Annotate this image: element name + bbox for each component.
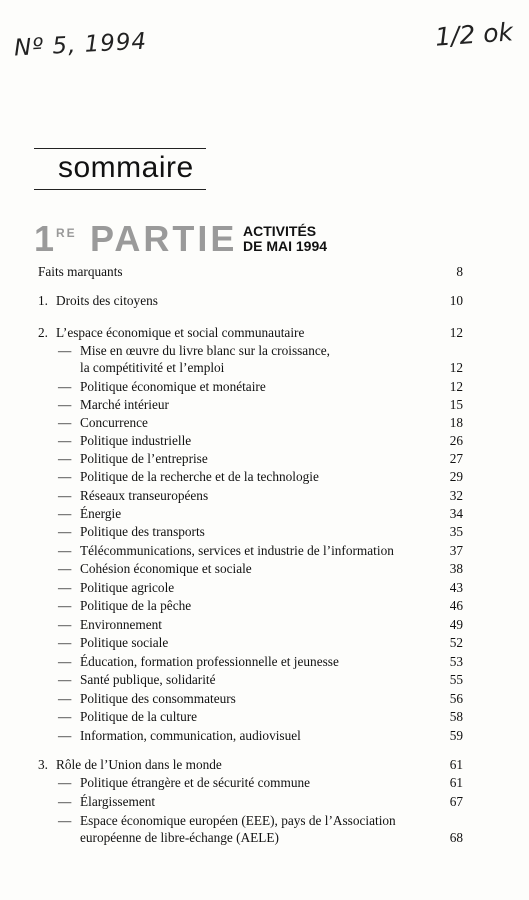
toc-page-number: 49 xyxy=(449,617,463,632)
toc-label: L’espace économique et social communautaire xyxy=(56,325,305,340)
toc-dash: — xyxy=(58,654,72,669)
toc-label: Politique des consommateurs xyxy=(80,691,236,706)
toc-page-number: 18 xyxy=(449,415,463,430)
part-number: 1 xyxy=(34,218,56,259)
toc-dash: — xyxy=(58,451,72,466)
toc-page-number: 34 xyxy=(449,506,463,521)
toc-page-number: 38 xyxy=(449,561,463,576)
toc-page-number: 52 xyxy=(449,635,463,650)
toc-label: Politique sociale xyxy=(80,635,169,650)
toc-dash: — xyxy=(58,617,72,632)
toc-page-number: 15 xyxy=(449,397,463,412)
toc-label: Politique étrangère et de sécurité commune xyxy=(80,775,311,790)
toc-dash: — xyxy=(58,794,72,809)
toc-label: Concurrence xyxy=(80,415,148,430)
toc-dash: — xyxy=(58,672,72,687)
toc-page-number: 58 xyxy=(449,709,463,724)
toc-section-number: 2. xyxy=(38,325,48,340)
toc-dash: — xyxy=(58,598,72,613)
page-title: sommaire xyxy=(58,151,194,184)
toc-label: Politique de la culture xyxy=(80,709,198,724)
toc-label: Mise en œuvre du livre blanc sur la croissance, xyxy=(80,343,330,358)
toc-label: Éducation, formation professionnelle et jeunesse xyxy=(80,654,339,669)
toc-section-number: 1. xyxy=(38,293,48,308)
toc-label: Environnement xyxy=(80,617,162,632)
toc-label: Énergie xyxy=(80,506,122,521)
toc-dash: — xyxy=(58,469,72,484)
part-suffix: RE xyxy=(56,226,77,240)
toc-dash: — xyxy=(58,775,72,790)
part-subtitle xyxy=(243,224,327,254)
toc-label: Rôle de l’Union dans le monde xyxy=(56,757,222,772)
toc-page-number: 37 xyxy=(449,543,463,558)
toc-label: Élargissement xyxy=(80,794,156,809)
handwritten-check-note: 1/2 ok xyxy=(434,17,514,52)
toc-page-number: 8 xyxy=(456,264,463,279)
toc-dash: — xyxy=(58,524,72,539)
toc-page-number: 26 xyxy=(449,433,463,448)
toc-label: Politique de la recherche et de la technologie xyxy=(80,469,319,484)
toc-page-number: 67 xyxy=(449,794,463,809)
toc-dash: — xyxy=(58,379,72,394)
toc-page-number: 55 xyxy=(449,672,463,687)
toc-page-number: 29 xyxy=(449,469,463,484)
toc-label: Faits marquants xyxy=(38,264,123,279)
toc-label: Santé publique, solidarité xyxy=(80,672,216,687)
toc-label: Cohésion économique et sociale xyxy=(80,561,252,576)
part-word: PARTIE xyxy=(90,218,238,259)
handwritten-issue-note: Nº 5, 1994 xyxy=(13,28,148,62)
toc-dash: — xyxy=(58,580,72,595)
toc-dash: — xyxy=(58,415,72,430)
toc-dash: — xyxy=(58,813,72,828)
toc-label: Espace économique européen (EEE), pays de l’Association xyxy=(80,813,396,828)
toc-dash: — xyxy=(58,691,72,706)
toc-label: Réseaux transeuropéens xyxy=(80,488,209,503)
toc-page-number: 12 xyxy=(449,379,463,394)
toc-dash: — xyxy=(58,543,72,558)
toc-dash: — xyxy=(58,433,72,448)
toc-label: la compétitivité et l’emploi xyxy=(80,360,225,375)
toc-dash: — xyxy=(58,635,72,650)
toc-page-number: 46 xyxy=(449,598,463,613)
toc-dash: — xyxy=(58,561,72,576)
toc-page-number: 59 xyxy=(449,728,463,743)
toc-label: Politique agricole xyxy=(80,580,175,595)
toc-page-number: 43 xyxy=(449,580,463,595)
toc-dash: — xyxy=(58,728,72,743)
toc-label: européenne de libre-échange (AELE) xyxy=(80,830,279,845)
toc-dash: — xyxy=(58,488,72,503)
part-subtitle-line1: ACTIVITÉS xyxy=(243,223,317,239)
toc-label: Politique industrielle xyxy=(80,433,192,448)
toc-label: Télécommunications, services et industrie de l’information xyxy=(80,543,394,558)
toc-page-number: 56 xyxy=(449,691,463,706)
toc-dash: — xyxy=(58,506,72,521)
toc-page-number: 61 xyxy=(449,775,463,790)
title-rule-top xyxy=(34,148,206,149)
toc-page-number: 27 xyxy=(449,451,463,466)
toc-label: Politique des transports xyxy=(80,524,205,539)
toc-label: Droits des citoyens xyxy=(56,293,158,308)
toc-page-number: 10 xyxy=(449,293,463,308)
toc-label: Marché intérieur xyxy=(80,397,169,412)
toc-page-number: 32 xyxy=(449,488,463,503)
toc-page-number: 35 xyxy=(449,524,463,539)
title-rule-bottom xyxy=(34,189,206,190)
toc-page-number: 53 xyxy=(449,654,463,669)
toc-dash: — xyxy=(58,397,72,412)
part-subtitle-line2: DE MAI 1994 xyxy=(243,238,328,254)
toc-label: Politique de la pêche xyxy=(80,598,192,613)
toc-dash: — xyxy=(58,343,72,358)
toc-label: Politique économique et monétaire xyxy=(80,379,266,394)
toc-page-number: 61 xyxy=(449,757,463,772)
toc-page-number: 12 xyxy=(449,325,463,340)
toc-label: Information, communication, audiovisuel xyxy=(80,728,301,743)
toc-dash: — xyxy=(58,709,72,724)
toc-label: Politique de l’entreprise xyxy=(80,451,208,466)
toc-section-number: 3. xyxy=(38,757,48,772)
toc-page-number: 68 xyxy=(449,830,463,845)
toc-page-number: 12 xyxy=(449,360,463,375)
